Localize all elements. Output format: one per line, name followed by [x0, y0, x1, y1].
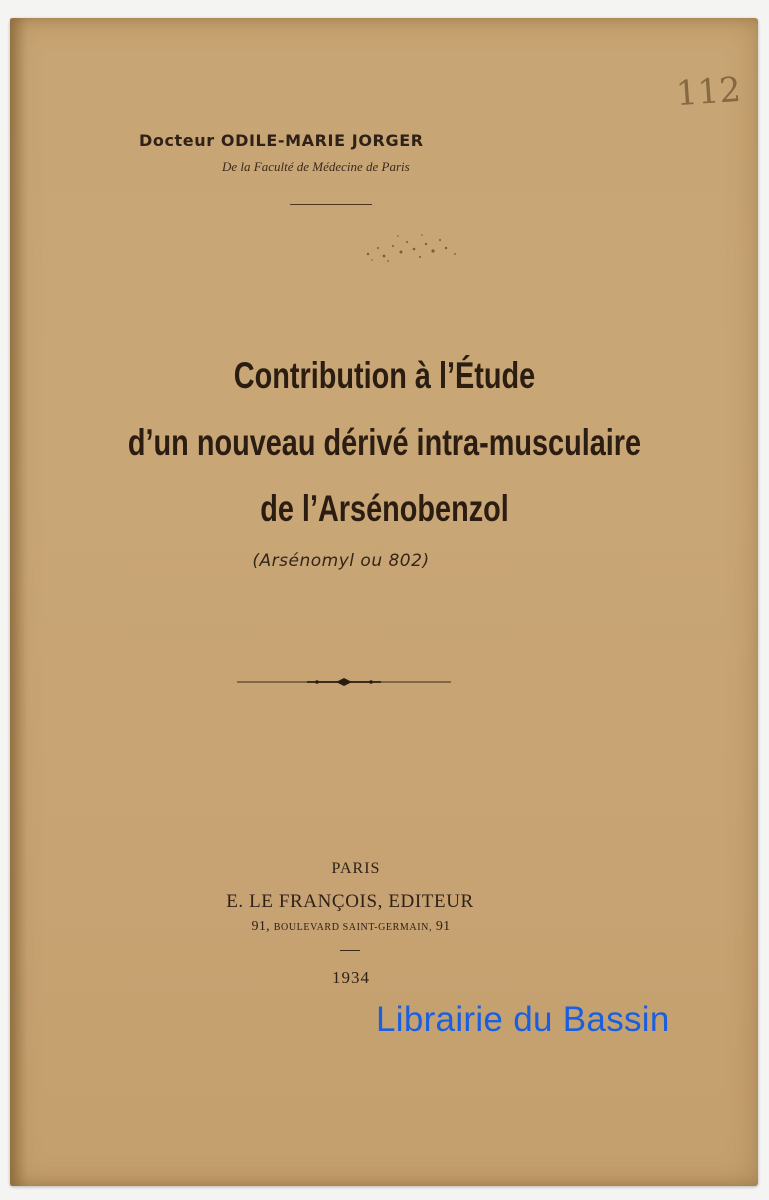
title-line-1: Contribution à l’Étude: [233, 355, 536, 396]
author-affiliation: De la Faculté de Médecine de Paris: [222, 159, 410, 174]
foxing-spots: [360, 228, 470, 264]
address-number-end: 91: [435, 919, 451, 934]
ornamental-rule: [237, 674, 451, 690]
imprint-publisher: E. LE FRANÇOIS, EDITEUR: [226, 891, 474, 912]
author-name: Docteur ODILE-MARIE JORGER: [139, 131, 424, 150]
imprint-city: PARIS: [331, 860, 381, 877]
imprint-dash: [340, 950, 360, 951]
handwritten-note: 112: [674, 69, 743, 115]
bookseller-watermark: Librairie du Bassin: [376, 1000, 670, 1039]
cover-spine-shadow: [10, 18, 28, 1186]
address-street: BOULEVARD SAINT-GERMAIN,: [273, 922, 433, 933]
title-line-3: de l’Arsénobenzol: [260, 488, 509, 529]
publication-year: 1934: [332, 968, 370, 987]
subtitle: (Arsénomyl ou 802): [252, 551, 430, 571]
divider-rule: [290, 204, 372, 205]
imprint-address: [0, 919, 702, 935]
address-number-start: 91,: [251, 919, 270, 934]
title-line-2: d’un nouveau dérivé intra-musculaire: [127, 422, 642, 463]
